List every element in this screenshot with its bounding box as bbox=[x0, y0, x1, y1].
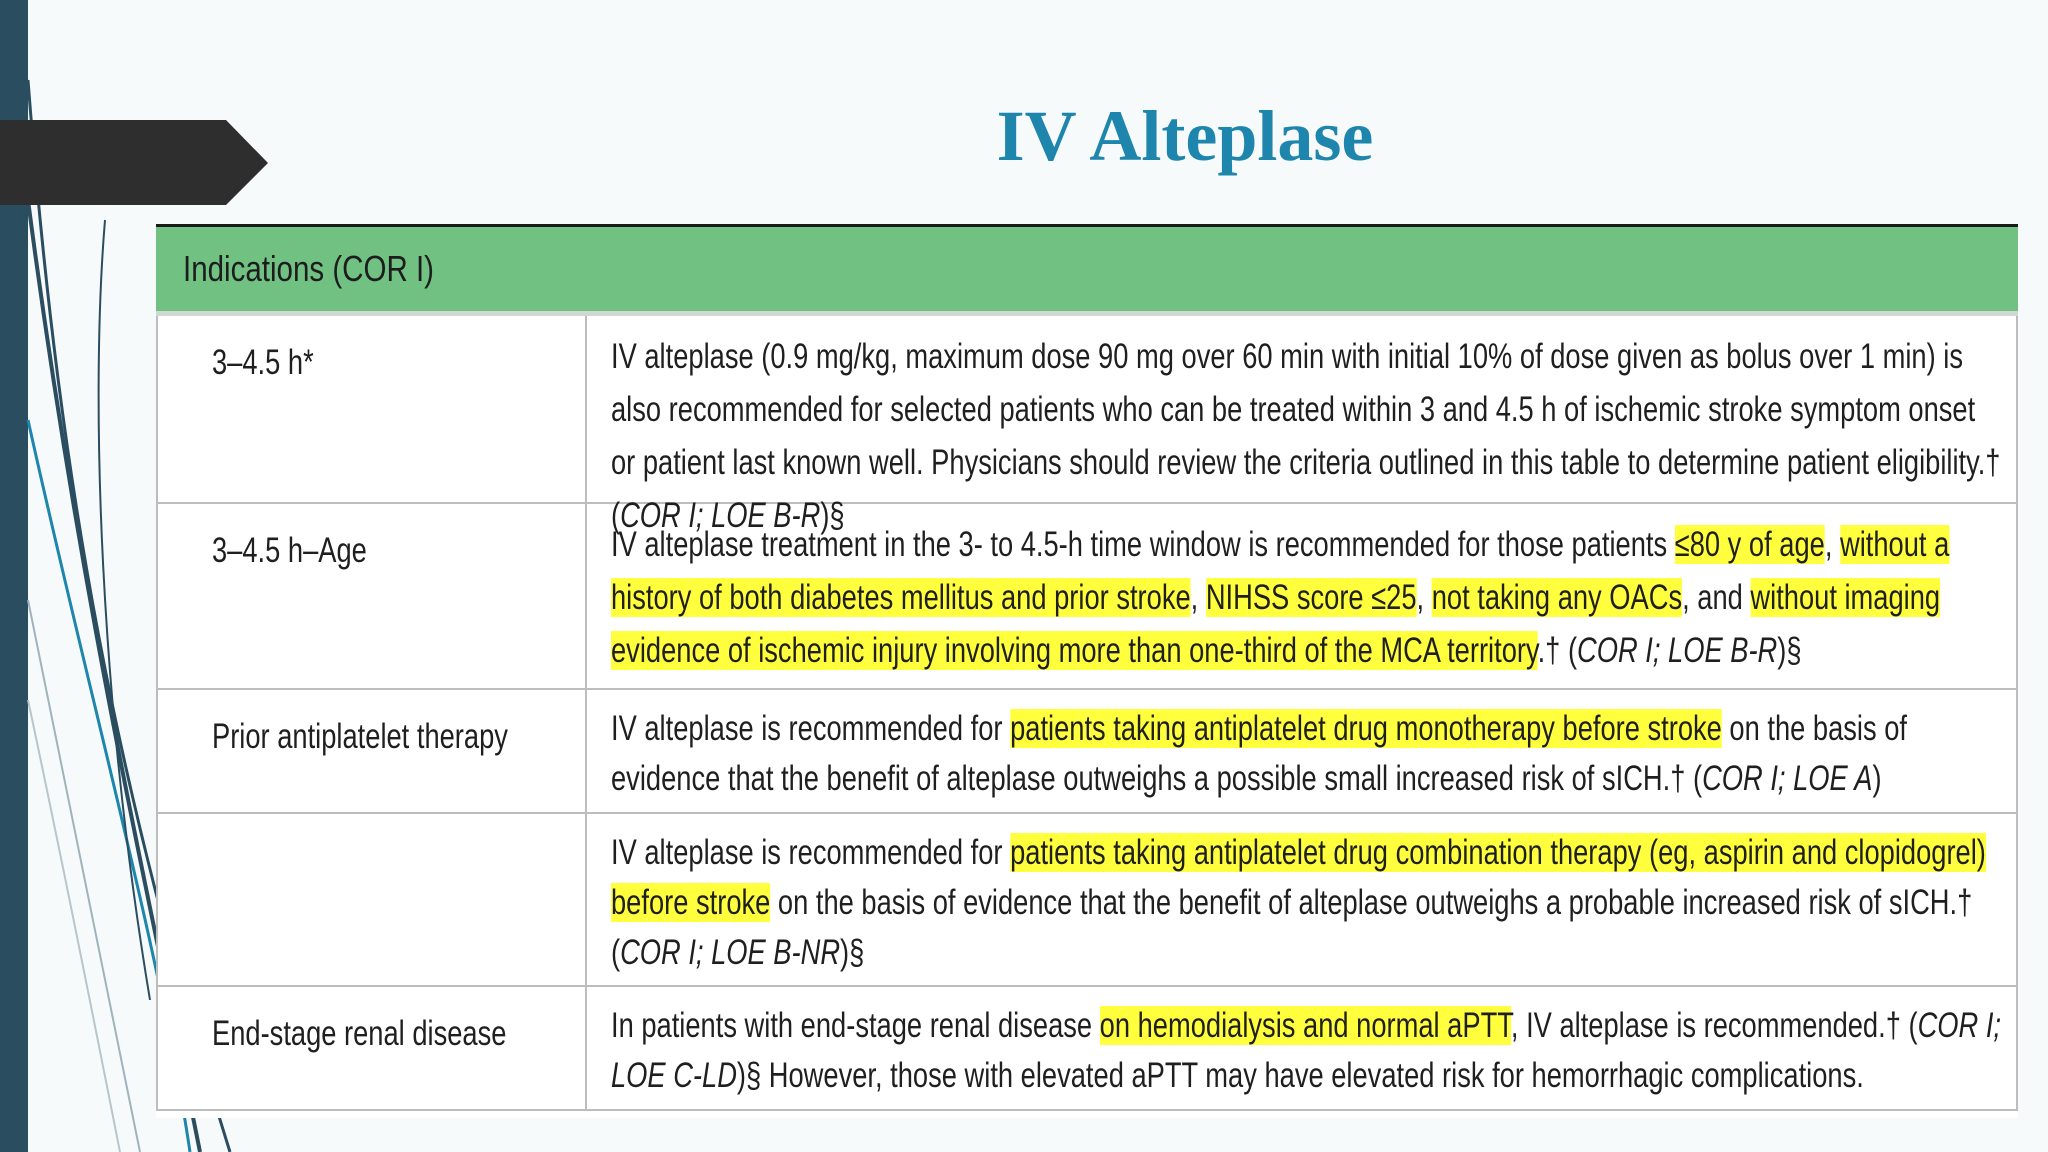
highlighted-text: without imaging evidence of ischemic injury involving more than one-third of the MCA territory bbox=[611, 578, 1941, 670]
highlighted-text: not taking any OACs bbox=[1431, 578, 1683, 617]
highlighted-text: patients taking antiplatelet drug monotherapy before stroke bbox=[1010, 709, 1722, 748]
table-row bbox=[158, 987, 2016, 1111]
highlighted-text: NIHSS score ≤25 bbox=[1205, 578, 1417, 617]
text-segment: , bbox=[1824, 525, 1840, 564]
table-body bbox=[156, 316, 2018, 1111]
highlighted-text: on hemodialysis and normal aPTT bbox=[1099, 1006, 1511, 1045]
row-text-cell bbox=[587, 504, 2016, 688]
evidence-level: COR I; LOE A bbox=[1702, 759, 1873, 798]
evidence-level: COR I; LOE B-R bbox=[620, 496, 821, 535]
table-row bbox=[158, 690, 2016, 814]
text-segment: , bbox=[1190, 578, 1206, 617]
text-segment: )§ However, those with elevated aPTT may have elevated risk for hemorrhagic complications. bbox=[736, 1056, 1864, 1095]
text-segment: on the basis of evidence that the benefit of alteplase outweighs a possible small increased risk of sICH.† ( bbox=[611, 709, 1908, 798]
row-text-cell bbox=[587, 690, 2016, 812]
text-segment: IV alteplase is recommended for bbox=[611, 833, 1011, 872]
text-segment: , and bbox=[1682, 578, 1751, 617]
row-label-cell bbox=[158, 987, 587, 1109]
text-segment: )§ bbox=[1777, 631, 1802, 670]
row-label-cell bbox=[158, 504, 587, 688]
text-segment: )§ bbox=[820, 496, 845, 535]
row-label-cell bbox=[158, 690, 587, 812]
arrow-banner-icon bbox=[0, 0, 270, 210]
row-label: End-stage renal disease bbox=[212, 1014, 507, 1053]
row-label-cell bbox=[158, 316, 587, 502]
table-row bbox=[158, 316, 2016, 535]
row-label-cell bbox=[158, 814, 587, 985]
indications-table bbox=[156, 224, 2018, 1118]
slide-title: IV Alteplase bbox=[996, 96, 1374, 176]
text-segment: In patients with end-stage renal disease bbox=[611, 1006, 1100, 1045]
text-segment: on the basis of evidence that the benefit of alteplase outweighs a probable increased risk of sICH.† ( bbox=[611, 883, 1973, 972]
row-text-cell bbox=[587, 814, 2016, 985]
highlighted-text: without a history of both diabetes mellitus and prior stroke bbox=[611, 525, 1950, 617]
row-text bbox=[611, 518, 2004, 677]
text-segment: , bbox=[1416, 578, 1432, 617]
row-label: 3–4.5 h* bbox=[212, 343, 314, 382]
table-header bbox=[156, 227, 2018, 316]
row-label: Prior antiplatelet therapy bbox=[212, 717, 508, 756]
row-text bbox=[611, 330, 2004, 542]
evidence-level: COR I; LOE B-R bbox=[1577, 631, 1778, 670]
row-text-cell bbox=[587, 987, 2016, 1109]
text-segment: , IV alteplase is recommended.† ( bbox=[1510, 1006, 1918, 1045]
text-segment: ) bbox=[1872, 759, 1882, 798]
table-row bbox=[158, 814, 2016, 987]
evidence-level: COR I; LOE C-LD bbox=[611, 1006, 2001, 1095]
table-header-label: Indications (COR I) bbox=[183, 248, 434, 289]
evidence-level: COR I; LOE B-NR bbox=[620, 933, 841, 972]
text-segment: )§ bbox=[840, 933, 865, 972]
row-text-cell bbox=[587, 316, 2016, 535]
row-text bbox=[611, 1001, 2004, 1101]
highlighted-text: patients taking antiplatelet drug combination therapy (eg, aspirin and clopidogrel) before stroke bbox=[611, 833, 1986, 922]
text-segment: IV alteplase treatment in the 3- to 4.5-h time window is recommended for those patients bbox=[611, 525, 1675, 564]
text-segment: IV alteplase is recommended for bbox=[611, 709, 1011, 748]
row-label: 3–4.5 h–Age bbox=[212, 531, 367, 570]
text-segment: IV alteplase (0.9 mg/kg, maximum dose 90 mg over 60 min with initial 10% of dose given as bolus over 1 min) is also recommended for selected patients who can be treated within 3 and 4.5 h of ischemic stroke symptom onset or patient last known well. Physicians should review the criteria outlined in this table to determine patient eligibility.† ( bbox=[611, 337, 2001, 535]
table-row bbox=[158, 504, 2016, 690]
text-segment: .† ( bbox=[1537, 631, 1578, 670]
row-text bbox=[611, 704, 2004, 804]
row-text bbox=[611, 828, 2004, 978]
highlighted-text: ≤80 y of age bbox=[1674, 525, 1825, 564]
